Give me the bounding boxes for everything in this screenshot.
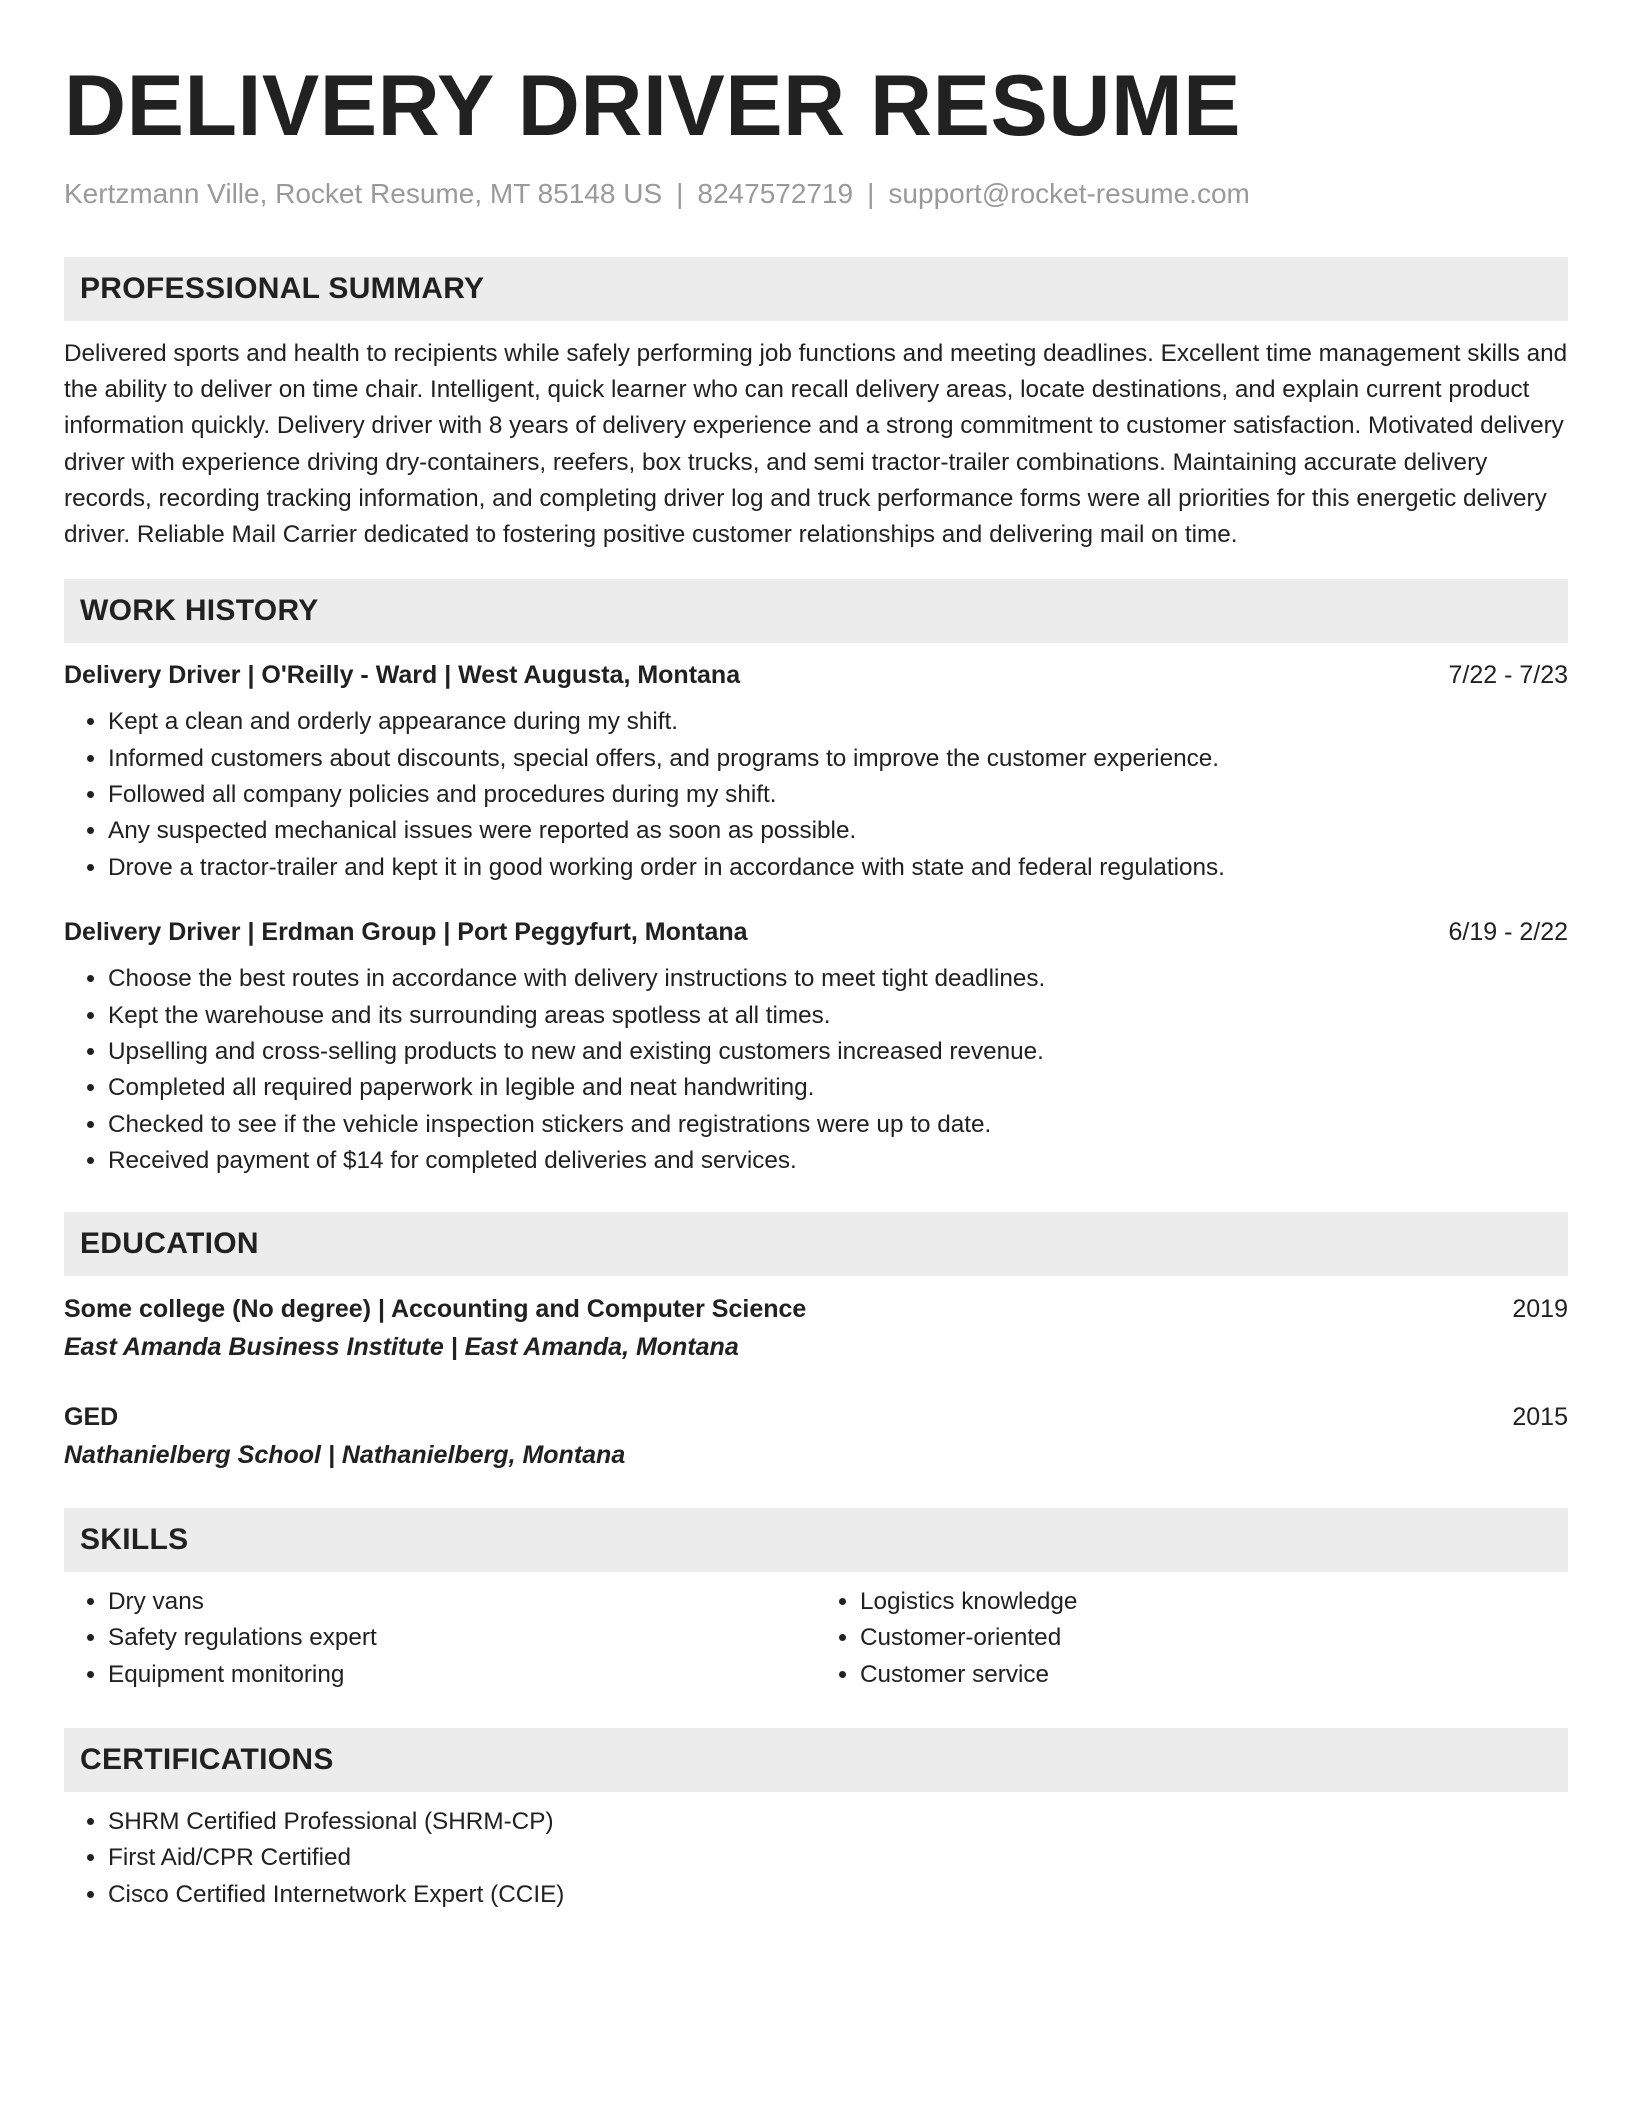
education-year: 2019 <box>1512 1294 1568 1323</box>
section-header-education: EDUCATION <box>64 1212 1568 1276</box>
list-item: • Logistics knowledge <box>860 1584 1568 1620</box>
list-item: • Safety regulations expert <box>108 1620 816 1656</box>
section-header-summary: PROFESSIONAL SUMMARY <box>64 257 1568 321</box>
education-degree: GED <box>64 1402 119 1431</box>
contact-line <box>64 176 1568 212</box>
skills-list-right <box>816 1584 1568 1693</box>
list-item: • Choose the best routes in accordance with delivery instructions to meet tight deadlines. <box>108 961 1568 997</box>
list-item: • Drove a tractor-trailer and kept it in good working order in accordance with state and federal regulations. <box>108 850 1568 886</box>
job-duties-list <box>64 704 1568 886</box>
job-entry <box>64 658 1568 886</box>
contact-separator: | <box>676 178 684 209</box>
contact-email: support@rocket-resume.com <box>888 178 1250 209</box>
job-dates: 6/19 - 2/22 <box>1448 918 1568 947</box>
contact-address: Kertzmann Ville, Rocket Resume, MT 85148 US <box>64 178 663 209</box>
list-item: • Informed customers about discounts, special offers, and programs to improve the customer experience. <box>108 741 1568 777</box>
certifications-list <box>64 1804 1568 1913</box>
list-item: • Equipment monitoring <box>108 1657 816 1693</box>
list-item: • Completed all required paperwork in legible and neat handwriting. <box>108 1070 1568 1106</box>
section-header-work-history: WORK HISTORY <box>64 579 1568 643</box>
job-header <box>64 915 1568 949</box>
education-entry <box>64 1400 1568 1472</box>
list-item: • Kept a clean and orderly appearance during my shift. <box>108 704 1568 740</box>
list-item: • Cisco Certified Internetwork Expert (CCIE) <box>108 1877 1568 1913</box>
list-item: • Any suspected mechanical issues were reported as soon as possible. <box>108 813 1568 849</box>
job-dates: 7/22 - 7/23 <box>1448 661 1568 690</box>
education-year: 2015 <box>1512 1402 1568 1431</box>
contact-phone: 8247572719 <box>697 178 854 209</box>
job-title: Delivery Driver | O'Reilly - Ward | West Augusta, Montana <box>64 661 741 690</box>
education-school: East Amanda Business Institute | East Amanda, Montana <box>64 1332 739 1361</box>
list-item: • SHRM Certified Professional (SHRM-CP) <box>108 1804 1568 1840</box>
summary-text: Delivered sports and health to recipients while safely performing job functions and meeting deadlines. Excellent time management skills and the ability to deliver on time chair. Intelligent, quick learner who can recall delivery areas, locate destinations, and explain current product information quickly. Delivery driver with 8 years of delivery experience and a strong commitment to customer satisfaction. Motivated delivery driver with experience driving dry-containers, reefers, box trucks, and semi tractor-trailer combinations. Maintaining accurate delivery records, recording tracking information, and completing driver log and truck performance forms were all priorities for this energetic delivery driver. Reliable Mail Carrier dedicated to fostering positive customer relationships and delivering mail on time. <box>64 340 1568 549</box>
job-entry <box>64 915 1568 1179</box>
list-item: • Followed all company policies and procedures during my shift. <box>108 777 1568 813</box>
list-item: • Received payment of $14 for completed deliveries and services. <box>108 1143 1568 1179</box>
education-school: Nathanielberg School | Nathanielberg, Montana <box>64 1440 626 1469</box>
resume-title: DELIVERY DRIVER RESUME <box>64 58 1241 154</box>
section-header-skills: SKILLS <box>64 1508 1568 1572</box>
education-header <box>64 1292 1568 1326</box>
job-header <box>64 658 1568 692</box>
education-degree: Some college (No degree) | Accounting and Computer Science <box>64 1294 807 1323</box>
list-item: • Upselling and cross-selling products to new and existing customers increased revenue. <box>108 1034 1568 1070</box>
skills-grid <box>64 1572 1568 1693</box>
section-header-certifications: CERTIFICATIONS <box>64 1728 1568 1792</box>
list-item: • Checked to see if the vehicle inspection stickers and registrations were up to date. <box>108 1107 1568 1143</box>
job-duties-list <box>64 961 1568 1179</box>
skills-list-left <box>64 1584 816 1693</box>
contact-separator: | <box>867 178 875 209</box>
list-item: • Dry vans <box>108 1584 816 1620</box>
education-header <box>64 1400 1568 1434</box>
list-item: • Kept the warehouse and its surrounding areas spotless at all times. <box>108 998 1568 1034</box>
list-item: • Customer-oriented <box>860 1620 1568 1656</box>
list-item: • Customer service <box>860 1657 1568 1693</box>
job-title: Delivery Driver | Erdman Group | Port Peggyfurt, Montana <box>64 918 748 947</box>
list-item: • First Aid/CPR Certified <box>108 1840 1568 1876</box>
education-entry <box>64 1292 1568 1364</box>
